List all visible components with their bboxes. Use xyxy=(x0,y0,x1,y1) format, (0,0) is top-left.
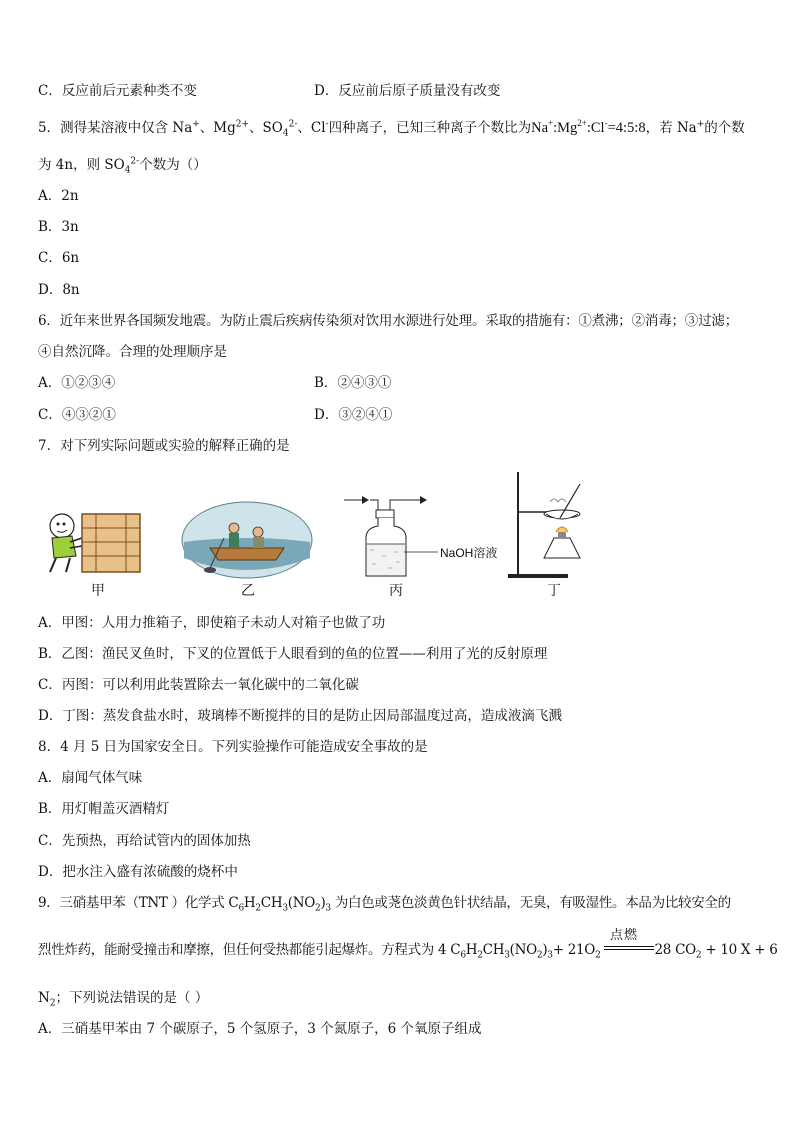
q7-figures xyxy=(38,470,598,600)
q5-option-c: C．6n xyxy=(38,250,80,266)
q6-option-b: B．②④③① xyxy=(314,375,392,391)
q6-stem-line1: 6．近年来世界各国频发地震。为防止震后疾病传染须对饮用水源进行处理。采取的措施有：①煮沸；②消毒；③过滤； xyxy=(38,313,738,329)
figure-label-yi: 乙 xyxy=(241,583,255,599)
ignition-condition: 点燃 xyxy=(610,928,639,943)
q6-option-a: A．①②③④ xyxy=(38,375,116,391)
q8-option-a: A．扇闻气体气味 xyxy=(38,770,143,786)
q8-option-c: C．先预热，再给试管内的固体加热 xyxy=(38,833,251,849)
q5-option-b: B．3n xyxy=(38,219,79,235)
equation-bar-top xyxy=(604,946,654,947)
ion-ratio: $Na^+:Mg^{2+}:Cl^-=4:5:8$ xyxy=(531,118,646,136)
q7-option-a: A．甲图：人用力推箱子，即使箱子未动人对箱子也做了功 xyxy=(38,615,386,631)
naoh-label: NaOH溶液 xyxy=(440,546,498,560)
q5-option-a: A．2n xyxy=(38,188,79,204)
q6-option-d: D．③②④① xyxy=(314,407,393,423)
figure-label-jia: 甲 xyxy=(91,583,105,599)
figure-jia-pushing-box xyxy=(40,508,158,580)
figure-ding-evaporation xyxy=(504,470,600,580)
q4-option-d: D．反应前后原子质量没有改变 xyxy=(314,83,501,99)
figure-yi-fishing-boat xyxy=(180,498,314,582)
q7-option-d: D．丁图：蒸发食盐水时，玻璃棒不断搅拌的目的是防止因局部温度过高，造成液滴飞溅 xyxy=(38,708,562,724)
q8-option-b: B．用灯帽盖灭酒精灯 xyxy=(38,801,170,817)
q9-stem-line1: 9．三硝基甲苯（TNT ）化学式 $C_6H_2CH_3(NO_2)_3$ 为白色或荛色淡黄色针状结晶，无臭，有吸湿性。本品为比较安全的 xyxy=(38,895,731,914)
q7-option-b: B．乙图：渔民叉鱼时，下叉的位置低于人眼看到的鱼的位置——利用了光的反射原理 xyxy=(38,646,548,662)
figure-label-bing: 丙 xyxy=(389,583,403,599)
q5-stem-line1: 5．测得某溶液中仅含 Na+、$Mg^{2+}$、$SO_4^{2-}$、Cl-四种离子，已知三种离子个数比为$Na^+:Mg^{2+}:Cl^-=4:5:8$，若 Na+的个数 xyxy=(38,118,745,139)
figure-label-ding: 丁 xyxy=(547,583,561,599)
q6-stem-line2: ④自然沉降。合理的处理顺序是 xyxy=(38,344,227,360)
q5-stem-line2: 为 4n，则 $SO_4^{2-}$个数为（） xyxy=(38,156,207,176)
equation-bar-bottom xyxy=(604,949,654,950)
figure-bing-gas-bottle xyxy=(338,486,468,586)
q4-option-c: C．反应前后元素种类不变 xyxy=(38,83,197,99)
q5-option-d: D．8n xyxy=(38,282,80,298)
q9-option-a: A．三硝基甲苯由 7 个碳原子，5 个氢原子，3 个氮原子，6 个氧原子组成 xyxy=(38,1021,482,1037)
q6-option-c: C．④③②① xyxy=(38,407,116,423)
q7-stem: 7．对下列实际问题或实验的解释正确的是 xyxy=(38,438,290,454)
q7-option-c: C．丙图：可以利用此装置除去一氧化碳中的二氧化碳 xyxy=(38,677,359,693)
q8-option-d: D．把水注入盛有浓硫酸的烧杯中 xyxy=(38,864,238,880)
q8-stem: 8．4 月 5 日为国家安全日。下列实验操作可能造成安全事故的是 xyxy=(38,739,428,755)
q9-stem-line2: 烈性炸药，能耐受撞击和摩擦，但任何受热都能引起爆炸。方程式为 4 $C_6H_2CH_3(NO_2)_3+ 21O_2$ 28 $CO_2 + 10$ X + 6 xyxy=(38,942,778,961)
q9-stem-line3: $N_2$；下列说法错误的是（ ） xyxy=(38,990,209,1009)
